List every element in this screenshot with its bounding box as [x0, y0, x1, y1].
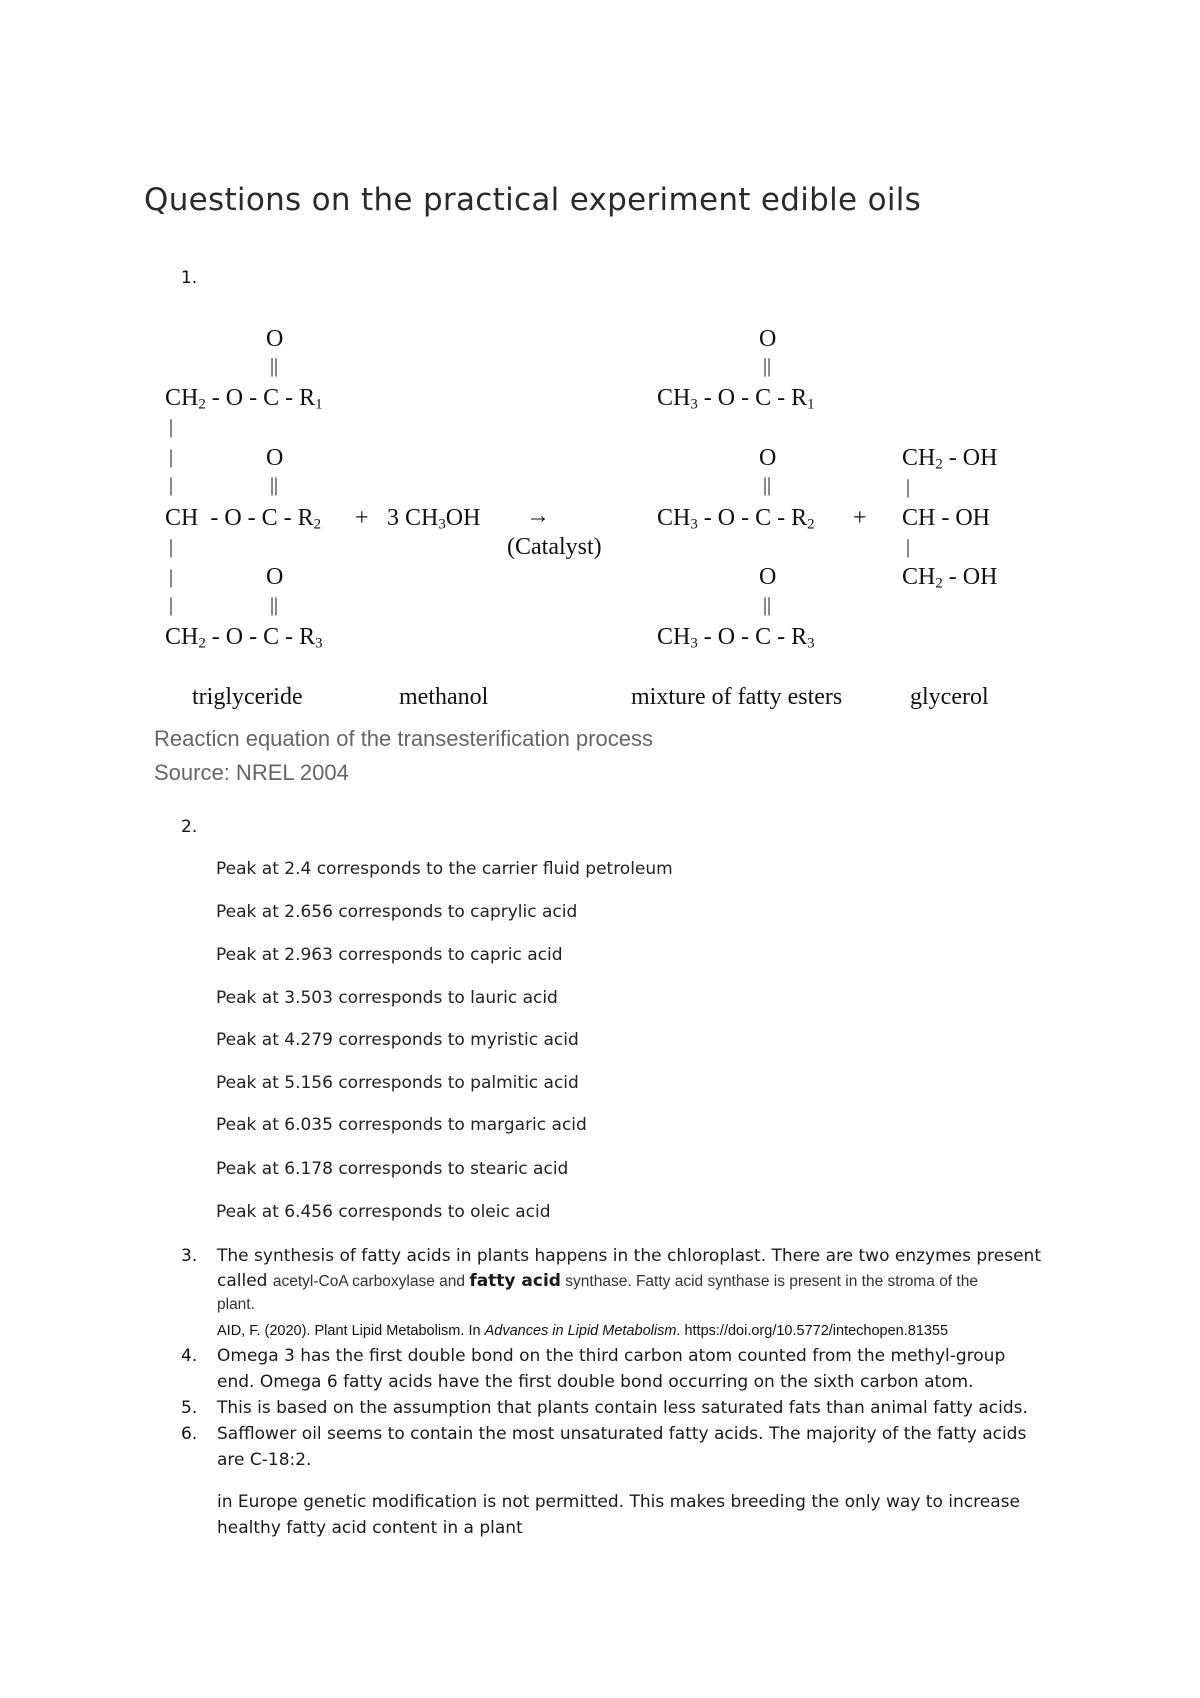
peak-item: Peak at 6.456 corresponds to oleic acid [216, 1202, 551, 1222]
question-3-line-3: plant. [217, 1296, 255, 1313]
page-title: Questions on the practical experiment edible oils [144, 182, 922, 218]
triglyceride-row-3: $CH_2$ - O - C - $R_3$ [165, 624, 323, 652]
triglyceride-row-1: $CH_2$ - O - C - $R_1$ [165, 385, 323, 413]
question-3-line-2: called acetyl-CoA carboxylase and fatty acid synthase. Fatty acid synthase is present in the stroma of the [217, 1271, 978, 1291]
peak-item: Peak at 6.035 corresponds to margaric acid [216, 1115, 587, 1135]
bond-line: | [169, 446, 174, 468]
bond-line: | [169, 536, 174, 558]
question-4-line-1: Omega 3 has the first double bond on the third carbon atom counted from the methyl-group [217, 1346, 1006, 1366]
question-5-line-1: This is based on the assumption that plants contain less saturated fats than animal fatty acids. [217, 1398, 1028, 1418]
catalyst-label: (Catalyst) [507, 534, 602, 560]
peak-item: Peak at 3.503 corresponds to lauric acid [216, 988, 558, 1008]
question-3-line-1: The synthesis of fatty acids in plants happens in the chloroplast. There are two enzymes present [217, 1246, 1041, 1266]
glycerol-row-1: $CH_2$ - OH [902, 445, 998, 473]
question-6-number: 6. [181, 1424, 198, 1444]
label-fatty-esters: mixture of fatty esters [631, 684, 843, 710]
double-bond: || [763, 474, 772, 496]
peak-item: Peak at 5.156 corresponds to palmitic acid [216, 1073, 579, 1093]
carbonyl-oxygen: O [266, 326, 284, 352]
question-4-number: 4. [181, 1346, 198, 1366]
question-6-line-2: are C-18:2. [217, 1450, 312, 1470]
plus-sign: + [853, 505, 867, 531]
figure-source: Source: NREL 2004 [154, 760, 349, 785]
reaction-arrow: → [526, 503, 550, 529]
peak-item: Peak at 2.963 corresponds to capric acid [216, 945, 563, 965]
bond-line: | [169, 594, 174, 616]
carbonyl-oxygen: O [759, 326, 777, 352]
ester-row-3: $CH_3$ - O - C - $R_3$ [657, 624, 815, 652]
methanol-formula: 3 $CH_3OH$ [387, 505, 481, 533]
carbonyl-oxygen: O [266, 445, 284, 471]
question-4-line-2: end. Omega 6 fatty acids have the first double bond occurring on the sixth carbon atom. [217, 1372, 974, 1392]
citation: AID, F. (2020). Plant Lipid Metabolism. In Advances in Lipid Metabolism. https://doi.org/10.5772/intechopen.81355 [217, 1323, 949, 1339]
double-bond: || [270, 355, 279, 377]
bond-line: | [169, 416, 174, 438]
bond-line: | [906, 476, 911, 498]
label-triglyceride: triglyceride [192, 684, 303, 710]
glycerol-row-3: $CH_2$ - OH [902, 564, 998, 592]
bond-line: | [169, 474, 174, 496]
question-1-number: 1. [181, 268, 198, 288]
carbonyl-oxygen: O [266, 564, 284, 590]
carbonyl-oxygen: O [759, 564, 777, 590]
bond-line: | [906, 536, 911, 558]
double-bond: || [270, 474, 279, 496]
question-2-number: 2. [181, 817, 198, 837]
peak-item: Peak at 6.178 corresponds to stearic acid [216, 1159, 569, 1179]
question-5-number: 5. [181, 1398, 198, 1418]
question-6-paragraph-line-2: healthy fatty acid content in a plant [217, 1518, 523, 1538]
carbonyl-oxygen: O [759, 445, 777, 471]
ester-row-1: $CH_3$ - O - C - $R_1$ [657, 385, 815, 413]
label-methanol: methanol [399, 684, 489, 710]
double-bond: || [763, 594, 772, 616]
label-glycerol: glycerol [910, 684, 989, 710]
double-bond: || [270, 594, 279, 616]
peak-item: Peak at 2.656 corresponds to caprylic acid [216, 902, 578, 922]
double-bond: || [763, 355, 772, 377]
peak-item: Peak at 4.279 corresponds to myristic acid [216, 1030, 579, 1050]
ester-row-2: $CH_3$ - O - C - $R_2$ [657, 505, 815, 533]
bond-line: | [169, 566, 174, 588]
glycerol-row-2: CH - OH [902, 505, 990, 531]
triglyceride-row-2: CH - O - C - $R_2$ [165, 505, 322, 533]
plus-sign: + [355, 505, 369, 531]
figure-caption: Reacticn equation of the transesterification process [154, 726, 653, 751]
peak-item: Peak at 2.4 corresponds to the carrier fluid petroleum [216, 859, 673, 879]
question-6-line-1: Safflower oil seems to contain the most unsaturated fatty acids. The majority of the fatty acids [217, 1424, 1027, 1444]
question-6-paragraph-line-1: in Europe genetic modification is not permitted. This makes breeding the only way to increase [217, 1492, 1020, 1512]
question-3-number: 3. [181, 1246, 198, 1266]
